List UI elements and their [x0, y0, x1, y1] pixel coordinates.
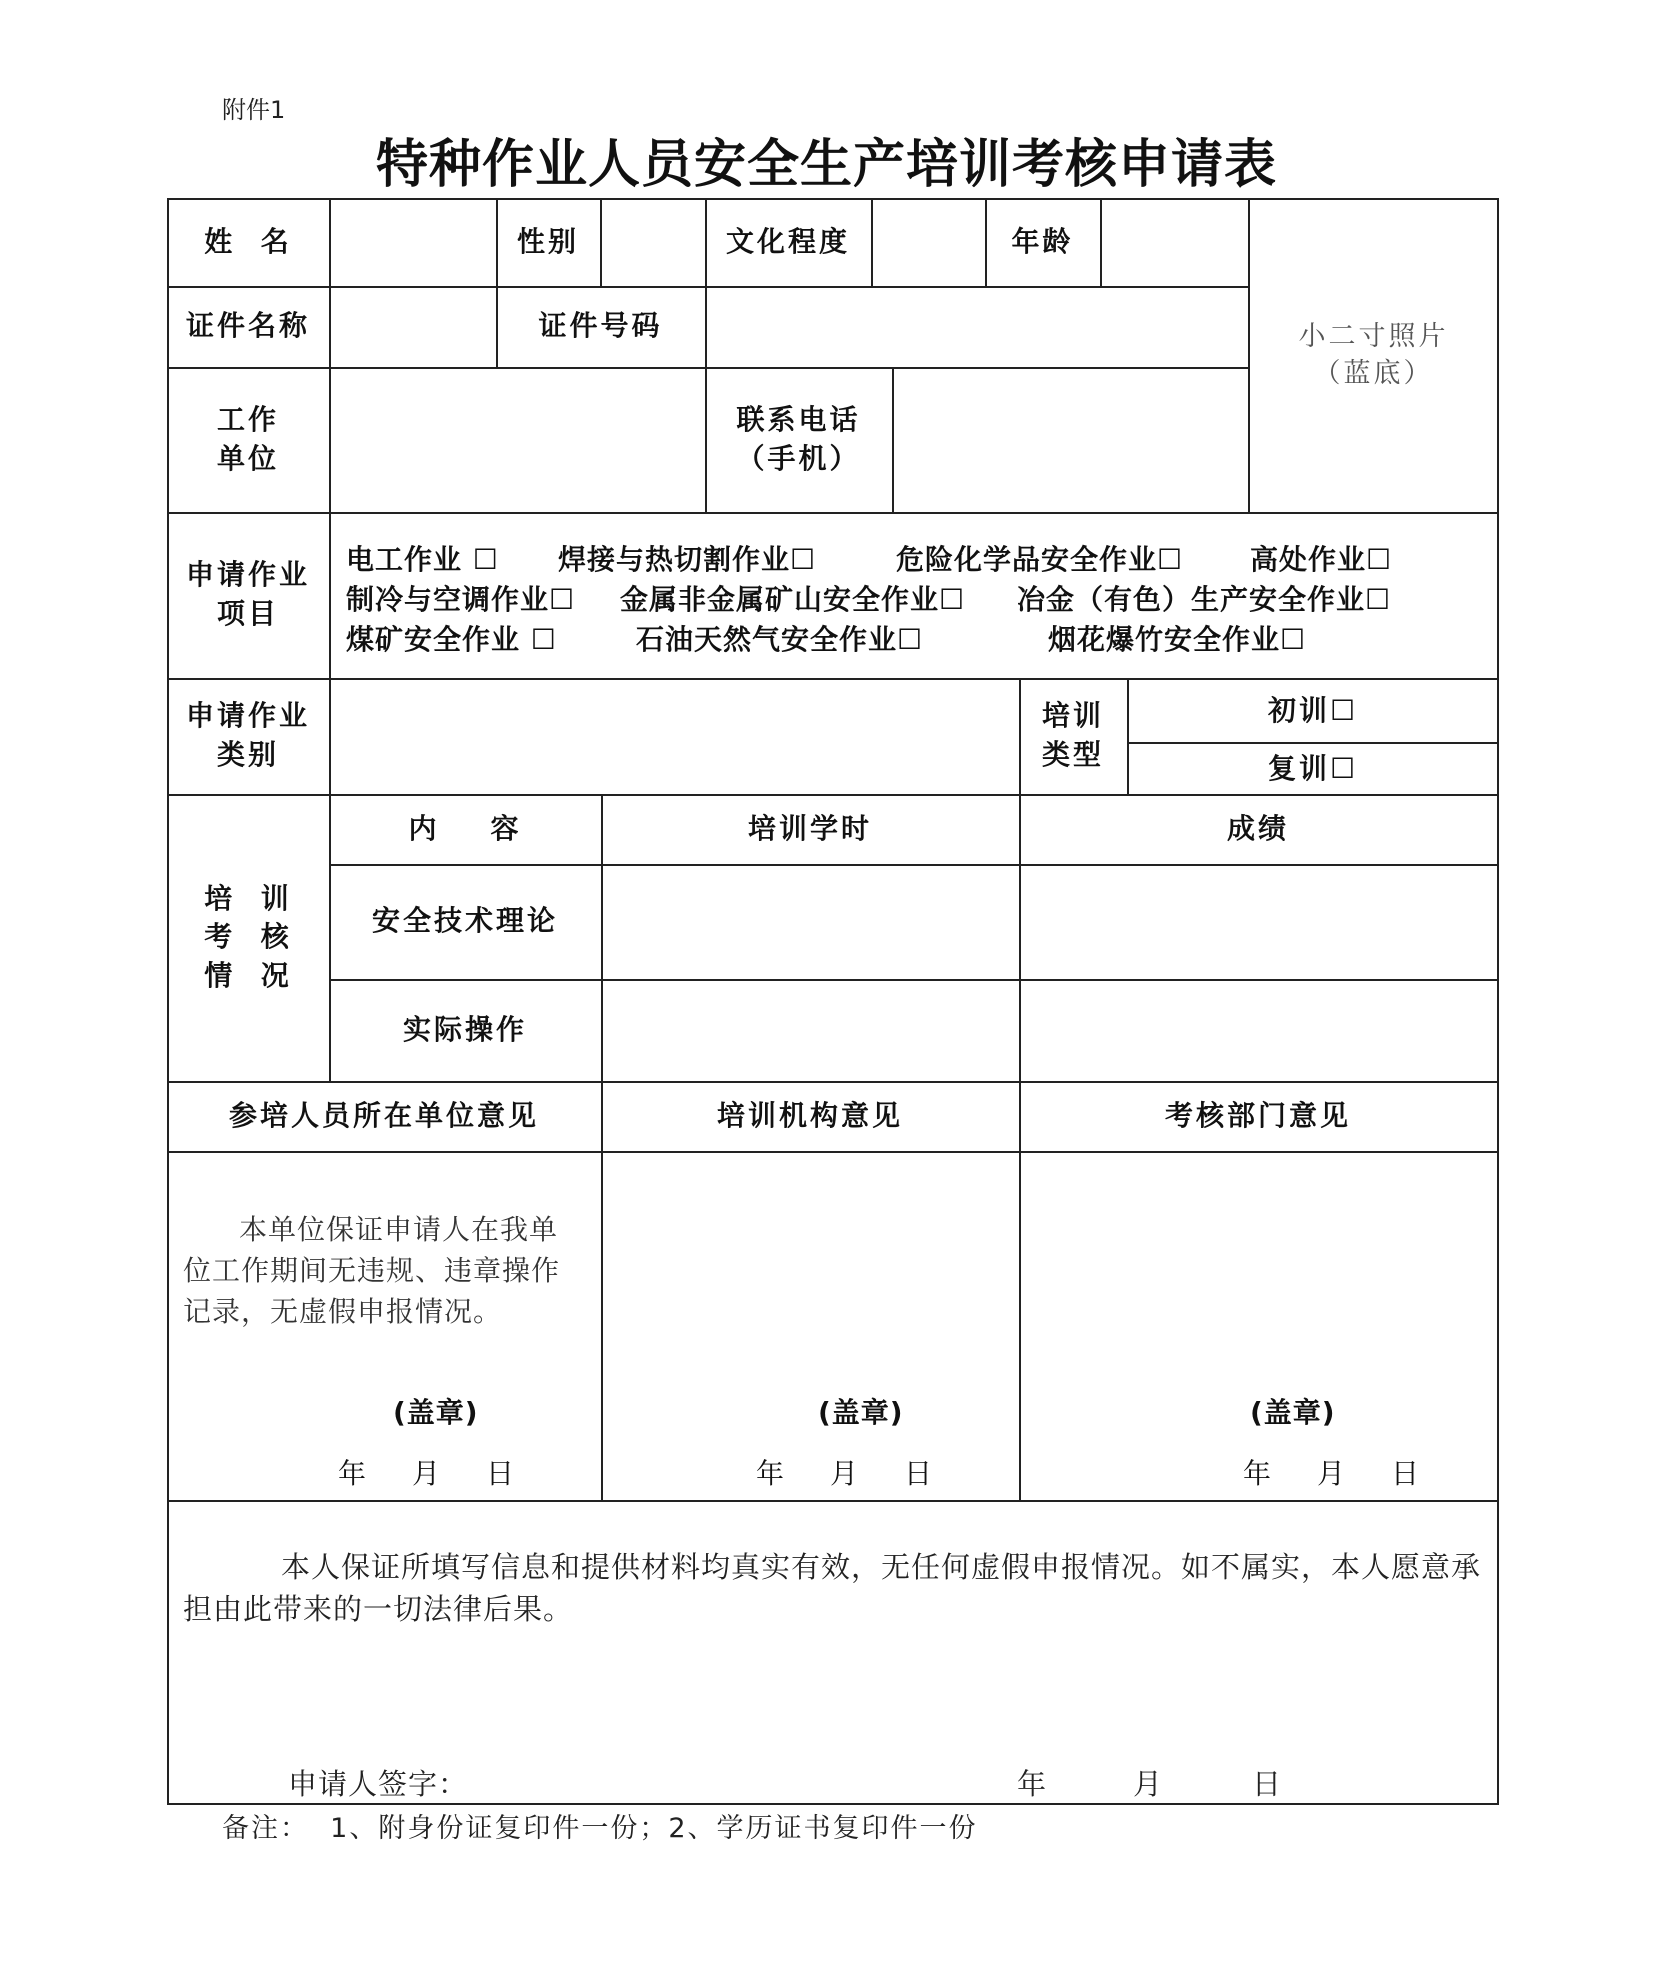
name-label: 姓 名 [204, 224, 292, 258]
work-unit-label-line2: 单位 [216, 441, 279, 475]
category-label-line1: 申请作业 [185, 699, 310, 733]
photo-bg-label: （蓝底） [1313, 358, 1434, 390]
training-label-line2: 考 核 [204, 920, 292, 954]
training-type-label-line2: 类型 [1041, 738, 1104, 771]
rule [167, 512, 1499, 514]
id-name-label: 证件名称 [185, 309, 310, 343]
col-content-header: 内 容 [408, 811, 522, 845]
col-score-header: 成绩 [1226, 811, 1289, 845]
theory-hours-input[interactable] [603, 866, 1019, 979]
work-item-oil-gas[interactable]: 石油天然气安全作业☐ [636, 623, 924, 656]
retraining-checkbox[interactable]: 复训☐ [1267, 751, 1359, 785]
category-label-line2: 类别 [216, 738, 279, 771]
exam-date [1243, 1452, 1419, 1492]
photo-placeholder[interactable] [1250, 200, 1497, 512]
work-item-fireworks[interactable]: 烟花爆竹安全作业☐ [1048, 623, 1307, 656]
col-hours-header: 培训学时 [747, 811, 872, 845]
name-input[interactable] [331, 200, 496, 286]
table-border-bottom [167, 1803, 1499, 1805]
phone-label [705, 367, 892, 512]
unit-statement: 本单位保证申请人在我单位工作期间无违规、违章操作记录，无虚假申报情况。 [183, 1213, 561, 1328]
work-item-hazardous-chemicals[interactable]: 危险化学品安全作业☐ [896, 543, 1184, 576]
exam-date-day: 日 [1391, 1457, 1420, 1490]
training-label-line3: 情 况 [204, 958, 292, 992]
work-item-metallurgy[interactable]: 冶金（有色）生产安全作业☐ [1017, 583, 1392, 616]
work-item-welding[interactable]: 焊接与热切割作业☐ [558, 543, 817, 576]
category-label [167, 678, 329, 794]
unit-date-day: 日 [486, 1457, 515, 1490]
declaration-year: 年 [1017, 1767, 1048, 1801]
practice-hours-input[interactable] [603, 981, 1019, 1081]
work-unit-label [167, 367, 329, 512]
unit-date [338, 1452, 514, 1492]
phone-label-line2: （手机） [736, 441, 861, 475]
education-input[interactable] [873, 200, 985, 286]
training-type-label [1019, 678, 1127, 794]
declaration-month: 月 [1133, 1767, 1164, 1801]
initial-training-checkbox[interactable]: 初训☐ [1267, 693, 1359, 727]
exam-date-month: 月 [1317, 1457, 1346, 1490]
rule [329, 512, 331, 678]
id-number-input[interactable] [707, 288, 1248, 367]
work-unit-input[interactable] [331, 369, 705, 512]
work-items-label-line1: 申请作业 [185, 558, 310, 592]
age-label: 年龄 [1011, 224, 1074, 258]
declaration-day: 日 [1252, 1767, 1283, 1801]
exam-opinion-header: 考核部门意见 [1164, 1098, 1351, 1132]
id-name-input[interactable] [331, 288, 496, 367]
institution-seal: (盖章) [818, 1396, 904, 1429]
unit-date-month: 月 [412, 1457, 441, 1490]
photo-size-label: 小二寸照片 [1298, 321, 1449, 352]
education-label: 文化程度 [725, 224, 850, 258]
work-items-label-line2: 项目 [216, 597, 279, 630]
institution-date-year: 年 [756, 1457, 785, 1490]
category-input[interactable] [331, 680, 1019, 794]
institution-date-day: 日 [904, 1457, 933, 1490]
row-theory-label: 安全技术理论 [371, 904, 558, 938]
institution-opinion-header: 培训机构意见 [716, 1098, 903, 1132]
attachment-label: 附件1 [222, 96, 286, 124]
rule [167, 1500, 1499, 1502]
work-item-coal-mine[interactable]: 煤矿安全作业 ☐ [346, 623, 557, 656]
work-item-mining[interactable]: 金属非金属矿山安全作业☐ [620, 583, 966, 616]
footer-note: 备注： 1、附身份证复印件一份；2、学历证书复印件一份 [222, 1813, 978, 1844]
phone-label-line1: 联系电话 [736, 402, 861, 436]
gender-input[interactable] [602, 200, 705, 286]
phone-input[interactable] [894, 369, 1248, 512]
work-item-height[interactable]: 高处作业☐ [1250, 543, 1393, 576]
training-label-line1: 培 训 [204, 881, 292, 915]
unit-date-year: 年 [338, 1457, 367, 1490]
exam-date-year: 年 [1243, 1457, 1272, 1490]
work-items-label [167, 512, 329, 678]
institution-date-month: 月 [830, 1457, 859, 1490]
id-number-label: 证件号码 [538, 309, 663, 343]
work-item-refrigeration[interactable]: 制冷与空调作业☐ [346, 583, 576, 616]
age-input[interactable] [1102, 200, 1248, 286]
gender-label: 性别 [516, 224, 579, 258]
training-section-label [167, 794, 329, 1081]
work-unit-label-line1: 工作 [216, 402, 279, 436]
theory-score-input[interactable] [1021, 866, 1497, 979]
table-border-right [1497, 198, 1499, 1805]
unit-seal: (盖章) [393, 1396, 479, 1429]
training-type-label-line1: 培训 [1041, 699, 1104, 733]
row-practice-label: 实际操作 [402, 1012, 527, 1046]
signature-label: 申请人签字： [288, 1767, 469, 1801]
exam-seal: (盖章) [1250, 1396, 1336, 1429]
institution-date [756, 1452, 932, 1492]
signature-field[interactable] [470, 1762, 990, 1798]
work-item-electrician[interactable]: 电工作业 ☐ [346, 543, 499, 576]
rule [167, 1151, 1499, 1153]
practice-score-input[interactable] [1021, 981, 1497, 1081]
page-title: 特种作业人员安全生产培训考核申请表 [375, 134, 1277, 195]
declaration-text: 本人保证所填写信息和提供材料均真实有效，无任何虚假申报情况。如不属实，本人愿意承担由此带来的一切法律后果。 [183, 1550, 1482, 1626]
unit-opinion-header: 参培人员所在单位意见 [228, 1098, 539, 1132]
